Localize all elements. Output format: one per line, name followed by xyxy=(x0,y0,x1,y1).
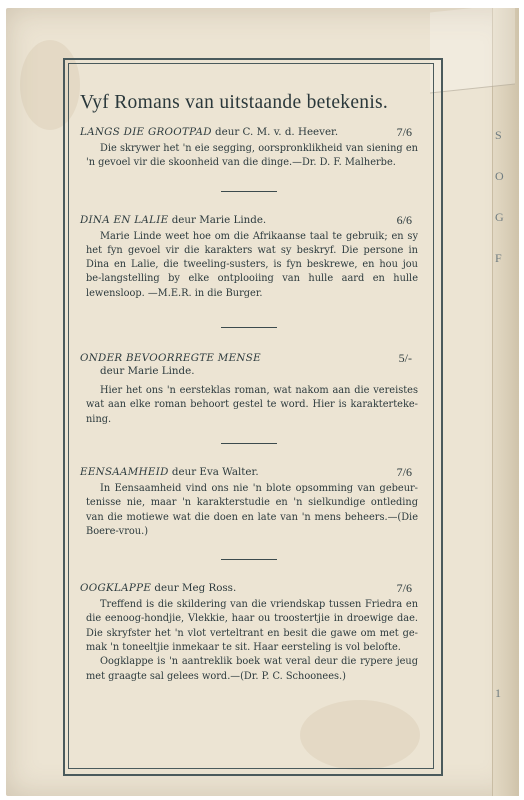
review-paragraph: Oogklappe is 'n aantreklik boek wat veral deur die rypere jeug met graagte sal gelees word.—(Dr. P. C. Schoonees.) xyxy=(86,656,418,682)
book-review xyxy=(80,142,418,171)
book-review xyxy=(80,482,418,539)
book-author: deur Marie Linde. xyxy=(100,365,195,378)
book-price: 7/6 xyxy=(396,125,412,139)
review-paragraph: Die skrywer het 'n eie segging, oorspronklikheid van siening en 'n gevoel vir die skoonheid van die dinge.—Dr. D. F. Malherbe. xyxy=(86,143,418,169)
spine-text-peek xyxy=(495,128,519,727)
spine-letter: O xyxy=(495,169,504,183)
book-price: 7/6 xyxy=(396,581,412,596)
spine-letter: S xyxy=(495,128,502,142)
section-divider xyxy=(221,191,277,192)
book-review xyxy=(80,598,418,684)
jacket-spine-edge xyxy=(492,8,519,796)
book-entry xyxy=(80,466,418,539)
review-paragraph: Treffend is die skildering van die vriendskap tussen Friedra en die eenoog-hondjie, Vlekkie, haar ou troostertjie in droewige dae. Die skryfster het 'n vlot verteltrant en besit die gawe om met ge-mak 'n toneeltjie inmekaar te sit. Haar eersteling is vol belofte. xyxy=(86,599,418,654)
book-title: ONDER BEVOORREGTE MENSE xyxy=(80,352,261,365)
book-title: OOGKLAPPE xyxy=(80,582,152,595)
page-title: Vyf Romans van uitstaande betekenis. xyxy=(80,92,389,113)
book-header xyxy=(80,352,418,365)
advert-panel xyxy=(80,92,418,684)
book-price: 5/- xyxy=(398,351,412,366)
book-entry xyxy=(80,352,418,427)
book-review xyxy=(80,230,418,301)
book-title: DINA EN LALIE xyxy=(80,213,169,226)
book-review xyxy=(80,384,418,427)
review-paragraph: In Eensaamheid vind ons nie 'n blote opsomming van gebeur-tenisse nie, maar 'n karakterstudie en 'n sielkundige ontleding van die motiewe wat die doen en late van 'n mens beheers.—(Die Boere-vrou.) xyxy=(86,482,418,537)
book-header xyxy=(80,466,418,479)
book-header xyxy=(80,582,418,595)
spine-letter: F xyxy=(495,251,502,265)
review-paragraph: Hier het ons 'n eersteklas roman, wat nakom aan die vereistes wat aan elke roman behoort gestel te word. Hier is karakterteke-ning. xyxy=(86,385,418,425)
book-title: LANGS DIE GROOTPAD xyxy=(80,126,212,138)
book-header xyxy=(80,214,418,227)
section-divider xyxy=(221,327,277,328)
book-entry xyxy=(80,126,418,171)
book-author: deur Marie Linde. xyxy=(168,213,267,226)
book-price: 6/6 xyxy=(396,212,412,227)
spine-letter: G xyxy=(495,210,504,224)
book-entry xyxy=(80,582,418,684)
section-divider xyxy=(221,443,277,444)
book-header xyxy=(80,126,418,139)
book-author: deur C. M. v. d. Heever. xyxy=(211,126,339,138)
book-author: deur Meg Ross. xyxy=(151,582,237,595)
spine-letter: 1 xyxy=(495,686,501,700)
book-title: EENSAAMHEID xyxy=(80,465,169,478)
book-entry xyxy=(80,214,418,301)
book-price: 7/6 xyxy=(396,464,412,479)
section-divider xyxy=(221,559,277,560)
book-author: deur Eva Walter. xyxy=(168,465,259,478)
review-paragraph: Marie Linde weet hoe om die Afrikaanse taal te gebruik; en sy het fyn gevoel vir die karakters wat sy beskryf. Die persone in Dina en Lalie, die tweeling-susters, is fyn beskrewe, en hou jou be-langstelling by elke ontplooiing van hulle aard en hulle lewensloop. —M.E.R. in die Burger. xyxy=(86,230,418,299)
